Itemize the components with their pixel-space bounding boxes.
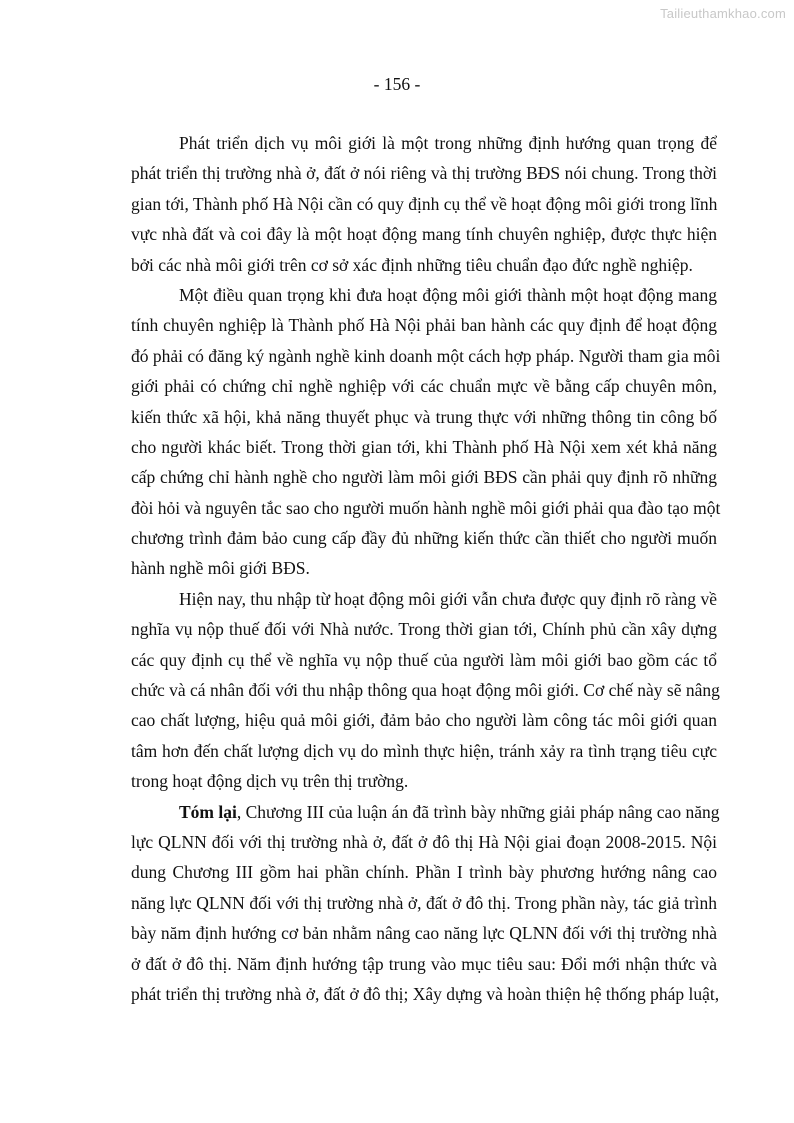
text-line: các quy định cụ thể về nghĩa vụ nộp thuế của người làm môi giới bao gồm các tổ [131,649,717,670]
text-line: kiến thức xã hội, khả năng thuyết phục và trung thực với những thông tin công bố [131,406,717,427]
text-line: năng lực QLNN đối với thị trường nhà ở, đất ở đô thị. Trong phần này, tác giả trình [131,892,717,913]
text-line: trong hoạt động dịch vụ trên thị trường. [131,771,409,792]
text-line: cao chất lượng, hiệu quả môi giới, đảm bảo cho người làm công tác môi giới quan [131,710,717,731]
text-line: cấp chứng chỉ hành nghề cho người làm môi giới BĐS cần phải quy định rõ những [131,467,717,488]
paragraph-professional-brokerage [131,280,721,584]
text-line: tính chuyên nghiệp là Thành phố Hà Nội phải ban hành các quy định để hoạt động [131,315,717,336]
text-line: vực nhà đất và coi đây là một hoạt động mang tính chuyên nghiệp, được thực hiện [131,224,717,245]
text-line: phát triển thị trường nhà ở, đất ở đô thị; Xây dựng và hoàn thiện hệ thống pháp luật, [131,983,720,1004]
text-line: đòi hỏi và nguyên tắc sao cho người muốn hành nghề môi giới phải qua đào tạo một [131,497,721,518]
page-number: - 156 - [373,74,421,94]
watermark: Tailieuthamkhao.com [660,6,786,21]
text-line: phát triển thị trường nhà ở, đất ở nói riêng và thị trường BĐS nói chung. Trong thời [131,163,717,184]
text-line: bởi các nhà môi giới trên cơ sở xác định những tiêu chuẩn đạo đức nghề nghiệp. [131,254,693,275]
text-line: hành nghề môi giới BĐS. [131,558,310,579]
text-line: cho người khác biết. Trong thời gian tới, khi Thành phố Hà Nội xem xét khả năng [131,436,717,457]
text-line: ở đất ở đô thị. Năm định hướng tập trung vào mục tiêu sau: Đổi mới nhận thức và [131,953,717,974]
paragraph-brokerage-development [131,128,717,280]
paragraph-tax-obligations [131,584,720,797]
text-line: nghĩa vụ nộp thuế đối với Nhà nước. Trong thời gian tới, Chính phủ cần xây dựng [131,619,717,640]
text-line: giới phải có chứng chỉ nghề nghiệp với các chuẩn mực về bằng cấp chuyên môn, [131,376,717,397]
text-line: gian tới, Thành phố Hà Nội cần có quy định cụ thể về hoạt động môi giới trong lĩnh [131,193,718,214]
text-line: đó phải có đăng ký ngành nghề kinh doanh một cách hợp pháp. Người tham gia môi [131,345,721,366]
text-line: bày năm định hướng cơ bản nhằm nâng cao năng lực QLNN đối với thị trường nhà [131,923,717,944]
text-line: Hiện nay, thu nhập từ hoạt động môi giới vẫn chưa được quy định rõ ràng về [179,588,717,609]
text-line: Phát triển dịch vụ môi giới là một trong những định hướng quan trọng để [179,133,717,153]
text-line: chức và cá nhân đối với thu nhập thông qua hoạt động môi giới. Cơ chế này sẽ nâng [131,680,720,701]
summary-lead-bold: Tóm lại [179,801,237,822]
text-line: lực QLNN đối với thị trường nhà ở, đất ở đô thị Hà Nội giai đoạn 2008-2015. Nội [131,831,717,852]
text-line [131,797,720,827]
text-line: chương trình đảm bảo cung cấp đầy đủ những kiến thức cần thiết cho người muốn [131,528,717,549]
text-line: tâm hơn đến chất lượng dịch vụ do mình thực hiện, tránh xảy ra tình trạng tiêu cực [131,740,717,761]
text-line: dung Chương III gồm hai phần chính. Phần I trình bày phương hướng nâng cao [131,862,717,883]
text-line: Một điều quan trọng khi đưa hoạt động môi giới thành một hoạt động mang [179,284,717,305]
paragraph-chapter-summary [131,797,720,1010]
summary-first-line: , Chương III của luận án đã trình bày những giải pháp nâng cao năng [236,801,720,822]
document-body [131,128,721,1009]
